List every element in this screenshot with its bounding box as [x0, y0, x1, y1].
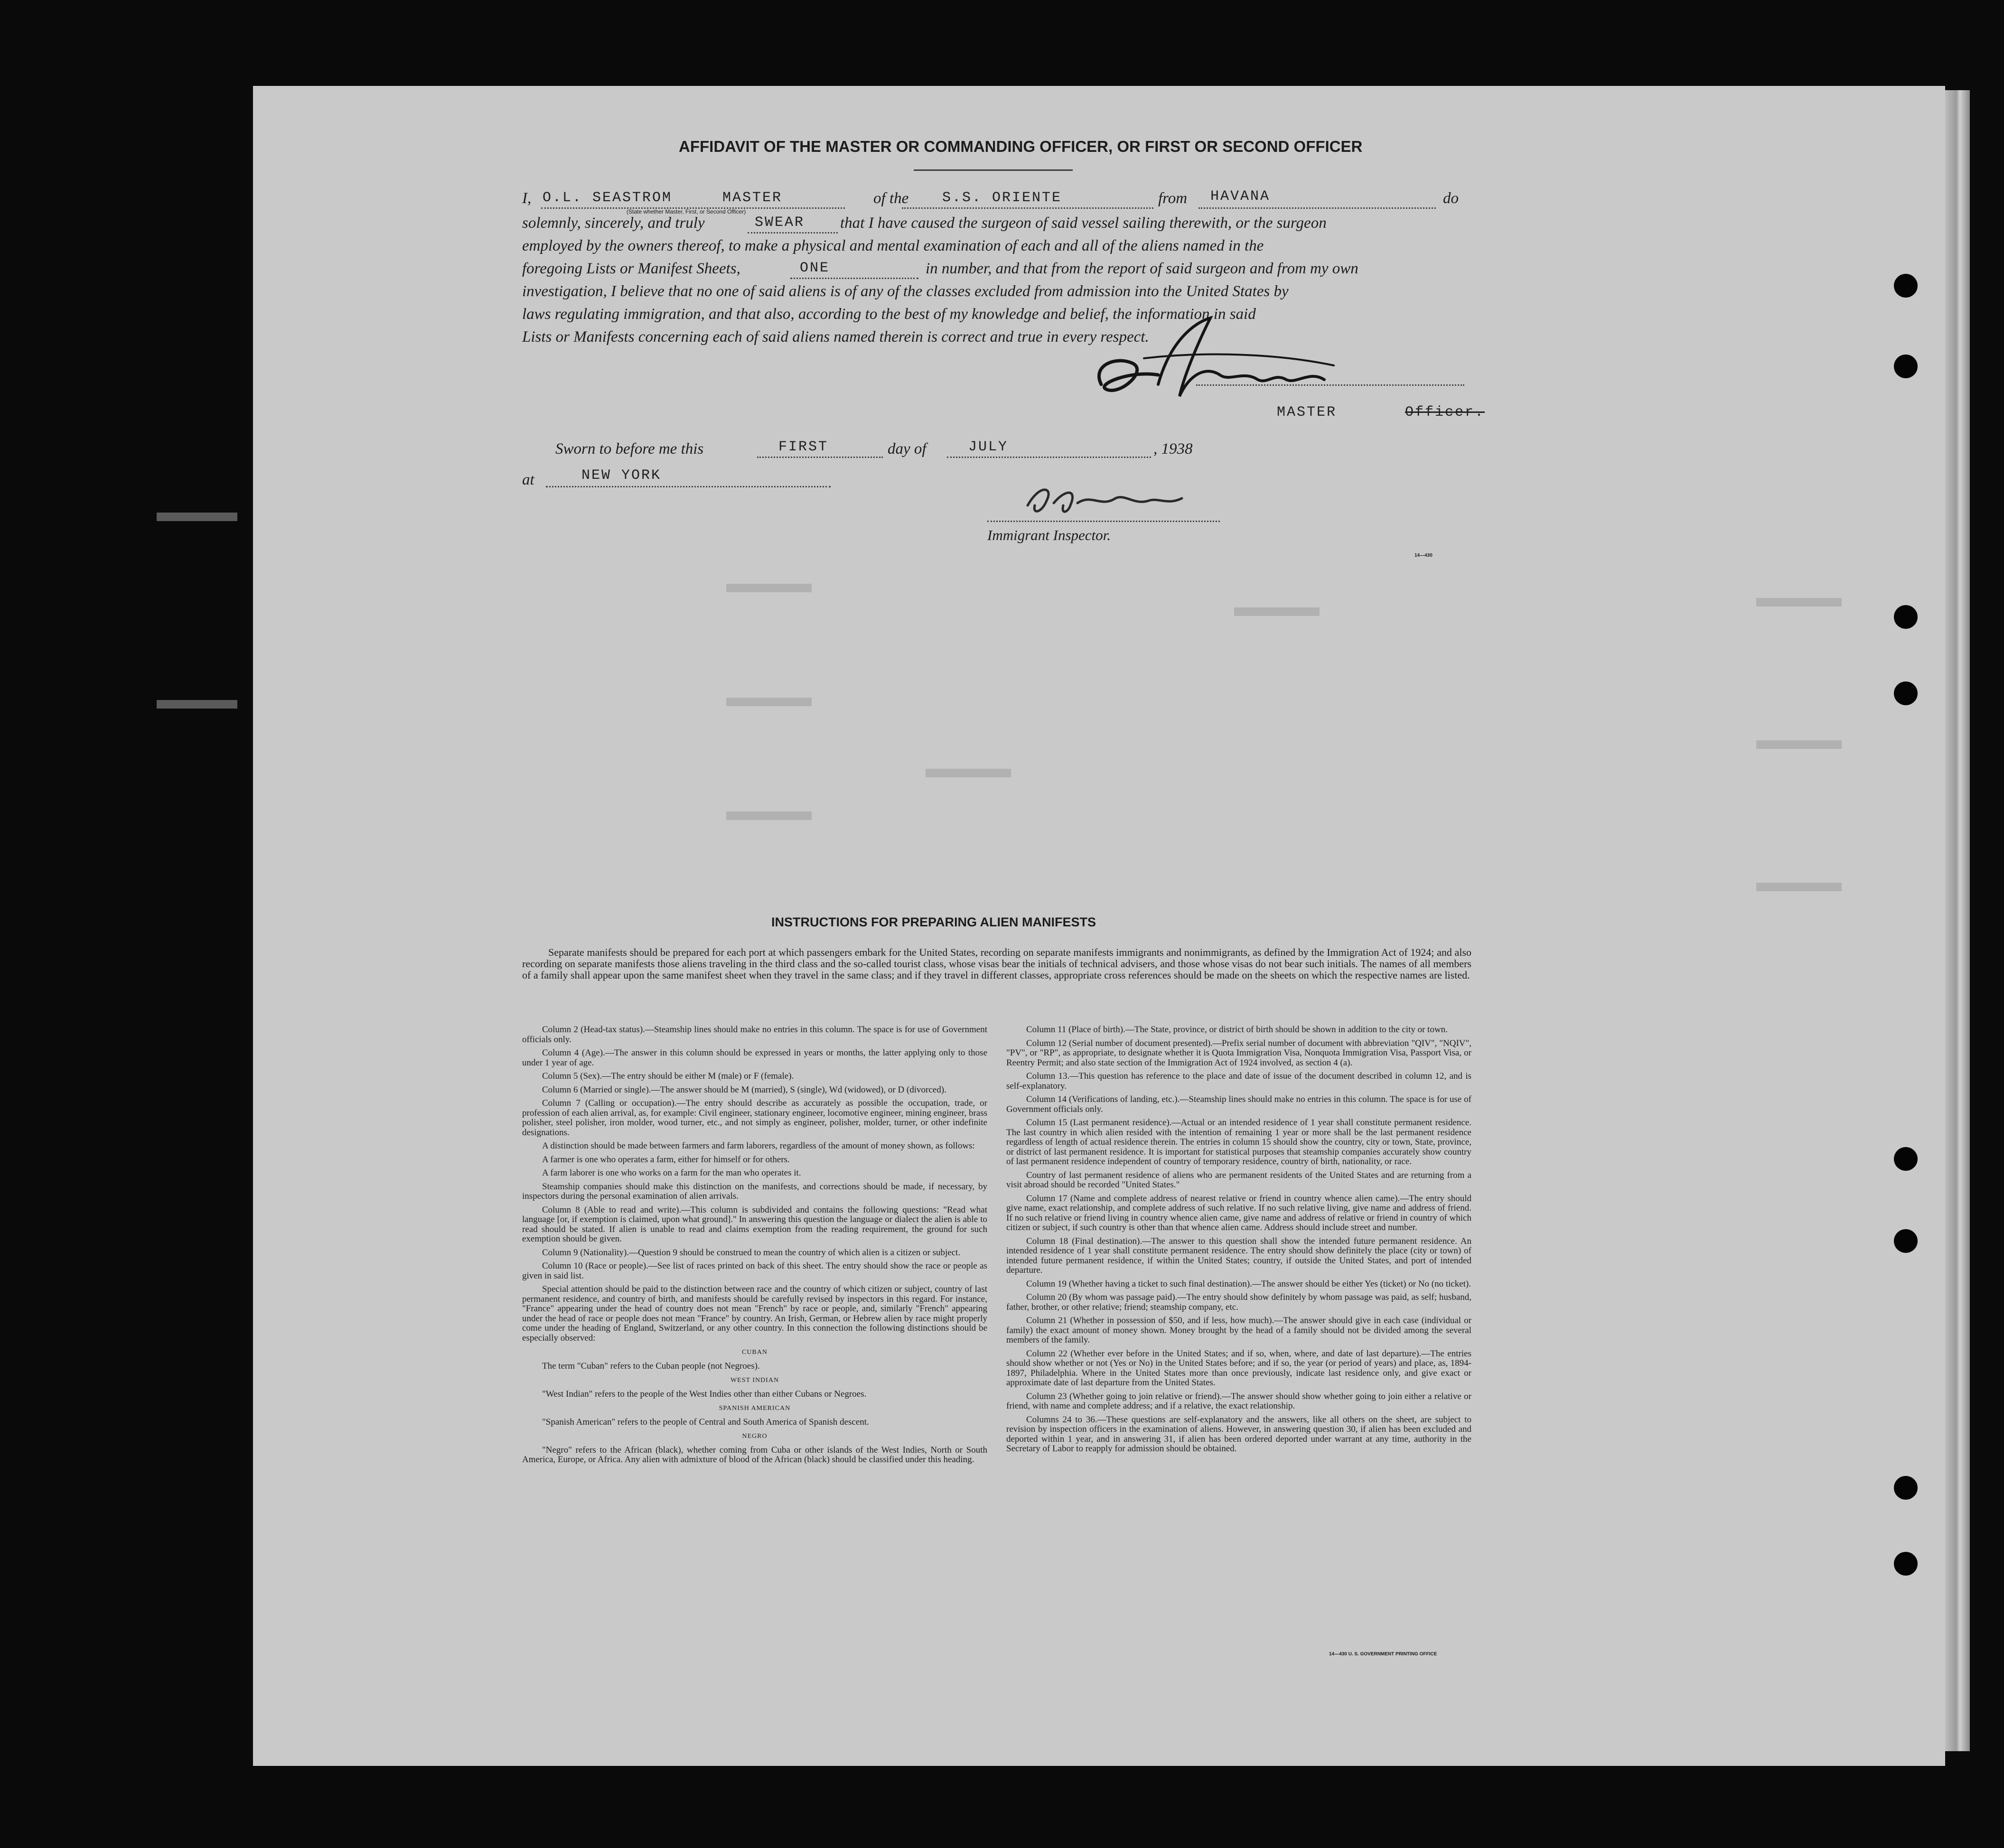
instruction-paragraph: Column 7 (Calling or occupation).—The entry should describe as accurately as possible the occupation, trade, or profession of each alien arrival, as, for example: Civil engineer, stationary engineer, locomotive engineer, mining engineer, brass polisher, steel polisher, iron molder, wood turner, etc., and not simply as engineer, polisher, molder, turner, or other indefinite designations. — [522, 1098, 987, 1138]
instructions-title: INSTRUCTIONS FOR PREPARING ALIEN MANIFESTS — [771, 915, 1096, 929]
instruction-paragraph: Column 14 (Verifications of landing, etc.).—Steamship lines should make no entries in this column. The space is for use of Government officials only. — [1006, 1094, 1471, 1114]
instruction-paragraph: Column 22 (Whether ever before in the United States; and if so, when, where, and date of last departure).—The entries should show whether or not (Yes or No) in the United States before; and if so, the year (or period of years) and place, as, 1894-1897, Philadelphia. Where in the United States more than once previously, indicate last residence only, and give exact or approximate date of last departure from the United States. — [1006, 1348, 1471, 1388]
instruction-paragraph: Column 2 (Head-tax status).—Steamship lines should make no entries in this column. The space is for use of Government officials only. — [522, 1025, 987, 1045]
instruction-paragraph: Column 21 (Whether in possession of $50, and if less, how much).—The answer should give in each case (individual or family) the exact amount of money shown. Money brought by the head of a family should not be divided among the several members of the family. — [1006, 1316, 1471, 1345]
day-of-label: day of — [888, 440, 927, 457]
struck-officer-label: Officer. — [1405, 404, 1485, 420]
instruction-paragraph: Column 13.—This question has reference to the place and date of issue of the document described in column 12, and is self-explanatory. — [1006, 1071, 1471, 1091]
at-label: at — [522, 471, 534, 488]
instruction-paragraph: A farmer is one who operates a farm, either for himself or for others. — [542, 1154, 790, 1165]
punch-hole — [1894, 355, 1918, 378]
instruction-paragraph: Column 17 (Name and complete address of nearest relative or friend in country whence alien came).—The entry should give name, exact relationship, and complete address of such relative. If no such relative living, give name and address of friend. If no such relative or friend living in country whence alien came, give name and address of relative or friend in country of which citizen or subject, if such country is other than that whence alien came. Address should include street and number. — [1006, 1193, 1471, 1232]
signature-title: MASTER — [1277, 404, 1337, 420]
instruction-paragraph: Column 20 (By whom was passage paid).—The entry should show definitely by whom passage was paid, as self; husband, father, brother, or other relative; friend; steamship company, etc. — [1006, 1292, 1471, 1312]
affidavit-line2-prefix: solemnly, sincerely, and truly — [522, 215, 705, 232]
instruction-paragraph: Column 23 (Whether going to join relative or friend).—The answer should show whether going to join either a relative or friend, with name and complete address; and if a relative, the exact relationship. — [1006, 1391, 1471, 1411]
sheet-count: ONE — [800, 260, 830, 276]
oath-word: SWEAR — [755, 215, 805, 231]
sworn-month: JULY — [968, 439, 1009, 455]
instruction-paragraph: Column 18 (Final destination).—The answer to this question shall show the intended future permanent residence. An intended residence of 1 year shall constitute permanent residence. The entry should show definitely the place (city or town) of intended future permanent residence, if within the United States; country, if outside the United States, and port of intended departure. — [1006, 1236, 1471, 1275]
instruction-paragraph: Column 15 (Last permanent residence).—Actual or an intended residence of 1 year shall constitute permanent residence. The last country in which alien resided with the intention of remaining 1 year or more shall be the last permanent residence regardless of length of actual residence therein. The entries in column 15 should show the country, city or town, State, province, or district of last permanent residence. It is important for statistical purposes that steamship companies accurately show country of last permanent residence independent of country of temporary residence, country of birth, nationality, or race. — [1006, 1118, 1471, 1167]
instruction-paragraph: A farm laborer is one who works on a farm for the man who operates it. — [542, 1168, 801, 1178]
punch-hole — [1894, 1147, 1918, 1171]
punch-hole — [1894, 1552, 1918, 1576]
instruction-paragraph: Column 19 (Whether having a ticket to such final destination).—The answer should be either Yes (ticket) or No (no ticket). — [1026, 1279, 1471, 1289]
affidavit-line5: investigation, I believe that no one of said aliens is of any of the classes excluded from admission into the United States by — [522, 283, 1289, 300]
instructions-intro: Separate manifests should be prepared for each port at which passengers embark for the United States, recording on separate manifests immigrants and nonimmigrants, as defined by the Immigration Act of 1924; and also recording on separate manifests those aliens traveling in the third class and the so-called tourist class, whose visas bear the initials of technical advisers, and those whose visas do not bear such initials. The names of all members of a family shall appear upon the same manifest sheet when they travel in the same class; and if they travel in different classes, appropriate cross references should be made on the sheets on which the respective names are listed. — [522, 946, 1471, 981]
printing-office-footer: 14—430 U. S. GOVERNMENT PRINTING OFFICE — [1329, 1652, 1437, 1657]
punch-hole — [1894, 274, 1918, 298]
instruction-paragraph: Country of last permanent residence of aliens who are permanent residents of the United States and are returning from a visit abroad should be recorded "United States." — [1006, 1170, 1471, 1190]
sworn-prefix: Sworn to before me this — [555, 440, 704, 457]
departure-port: HAVANA — [1210, 188, 1271, 205]
instructions-right-column — [1006, 1025, 1471, 1458]
form-number-top: 14—430 — [1414, 553, 1433, 558]
instruction-paragraph: Steamship companies should make this distinction on the manifests, and corrections should be made, if necessary, by inspectors during the personal examination of alien arrivals. — [522, 1181, 987, 1201]
instruction-paragraph: Column 9 (Nationality).—Question 9 should be construed to mean the country of which alien is a citizen or subject. — [542, 1247, 961, 1258]
instruction-paragraph: Column 10 (Race or people).—See list of races printed on back of this sheet. The entry should show the race or people as given in said list. — [522, 1261, 987, 1281]
punch-hole — [1894, 681, 1918, 705]
master-rank: MASTER — [722, 190, 783, 206]
sworn-place: NEW YORK — [581, 467, 662, 484]
race-definition: "West Indian" refers to the people of the West Indies other than either Cubans or Negroes. — [542, 1389, 867, 1399]
race-heading: CUBAN — [741, 1349, 768, 1356]
vessel-name: S.S. ORIENTE — [942, 190, 1062, 206]
instruction-paragraph: Column 4 (Age).—The answer in this column should be expressed in years or months, the latter applying only to those under 1 year of age. — [522, 1048, 987, 1068]
race-heading: WEST INDIAN — [730, 1377, 779, 1384]
instruction-paragraph: Column 8 (Able to read and write).—This column is subdivided and contains the following questions: "Read what language [or, if exemption is claimed, upon what ground]." In answering this question the language or dialect the alien is able to read should be stated. If alien is unable to read and claims exemption from the reading requirement, the ground for such exemption should be given. — [522, 1204, 987, 1244]
instruction-paragraph: Column 12 (Serial number of document presented).—Prefix serial number of document with abbreviation "QIV", "NQIV", "PV", or "RP", as appropriate, to designate whether it is Quota Immigration Visa, Nonquota Immigration Visa, Passport Visa, or Reentry Permit; and also state section of the Immigration Act of 1924 involved, as section 4 (a). — [1006, 1038, 1471, 1068]
affidavit-line3: employed by the owners thereof, to make a physical and mental examination of each and all of the aliens named in the — [522, 237, 1264, 254]
race-definition: "Negro" refers to the African (black), whether coming from Cuba or other islands of the West Indies, North or South America, Europe, or Africa. Any alien with admixture of blood of the African (black) should be classified under this heading. — [522, 1445, 987, 1465]
inspector-caption: Immigrant Inspector. — [987, 527, 1111, 543]
affidavit-line2-rest: that I have caused the surgeon of said vessel sailing therewith, or the surgeon — [840, 215, 1327, 232]
of-the-label: of the — [873, 190, 909, 207]
master-signature — [1087, 313, 1353, 408]
affidavit-line7: Lists or Manifests concerning each of said aliens named therein is correct and true in every respect. — [522, 328, 1149, 345]
affidavit-line4-prefix: foregoing Lists or Manifest Sheets, — [522, 260, 740, 277]
inspector-signature — [1021, 479, 1191, 522]
title-rule — [914, 169, 1073, 171]
master-name: O.L. SEASTROM — [543, 190, 673, 206]
race-definition: "Spanish American" refers to the people of Central and South America of Spanish descent. — [542, 1417, 869, 1427]
punch-hole — [1894, 1229, 1918, 1253]
do-label: do — [1443, 190, 1459, 207]
instruction-paragraph: A distinction should be made between farmers and farm laborers, regardless of the amount of money shown, as follows: — [542, 1141, 975, 1151]
instruction-paragraph: Column 5 (Sex).—The entry should be either M (male) or F (female). — [542, 1071, 794, 1081]
affidavit-title: AFFIDAVIT OF THE MASTER OR COMMANDING OFFICER, OR FIRST OR SECOND OFFICER — [679, 138, 1363, 155]
rank-caption: (State whether Master, First, or Second Officer) — [627, 208, 746, 215]
affidavit-line4-rest: in number, and that from the report of said surgeon and from my own — [926, 260, 1358, 277]
race-definition: The term "Cuban" refers to the Cuban people (not Negroes). — [542, 1361, 760, 1371]
sworn-day: FIRST — [778, 439, 829, 455]
instruction-paragraph: Column 11 (Place of birth).—The State, province, or district of birth should be shown in addition to the city or town. — [1026, 1025, 1448, 1035]
instructions-left-column — [522, 1025, 987, 1469]
page-edge-stack — [1945, 90, 1970, 1751]
punch-hole — [1894, 1476, 1918, 1500]
instruction-paragraph: Special attention should be paid to the distinction between race and the country of which citizen or subject, country of last permanent residence, and country of birth, and manifests should be carefully revised by inspectors in this regard. For instance, "France" appearing under the head of country does not mean "French" by race or people, and, similarly "French" appearing under the head of race or people does not mean "France" by country. An Irish, German, or Hebrew alien by race might properly come under the heading of England, Switzerland, or any other country. In this connection the following distinctions should be especially observed: — [522, 1284, 987, 1343]
affidavit-line6: laws regulating immigration, and that also, according to the best of my knowledge and belief, the information in said — [522, 306, 1256, 323]
affidavit-prefix: I, — [522, 190, 532, 207]
instruction-paragraph: Column 6 (Married or single).—The answer should be M (married), S (single), Wd (widowed), or D (divorced). — [542, 1084, 946, 1095]
instruction-paragraph: Columns 24 to 36.—These questions are self-explanatory and the answers, like all others on the sheet, are subject to revision by inspection officers in the examination of aliens. However, in answering question 30, if alien has been excluded and deported within 1 year, and in answering 31, if alien has been ordered deported under warrant at any time, authority in the Secretary of Labor to reapply for admission should be obtained. — [1006, 1414, 1471, 1454]
race-heading: NEGRO — [742, 1433, 768, 1440]
punch-hole — [1894, 605, 1918, 629]
from-label: from — [1158, 190, 1188, 207]
sworn-year: , 1938 — [1153, 440, 1193, 457]
race-heading: SPANISH AMERICAN — [719, 1405, 791, 1412]
